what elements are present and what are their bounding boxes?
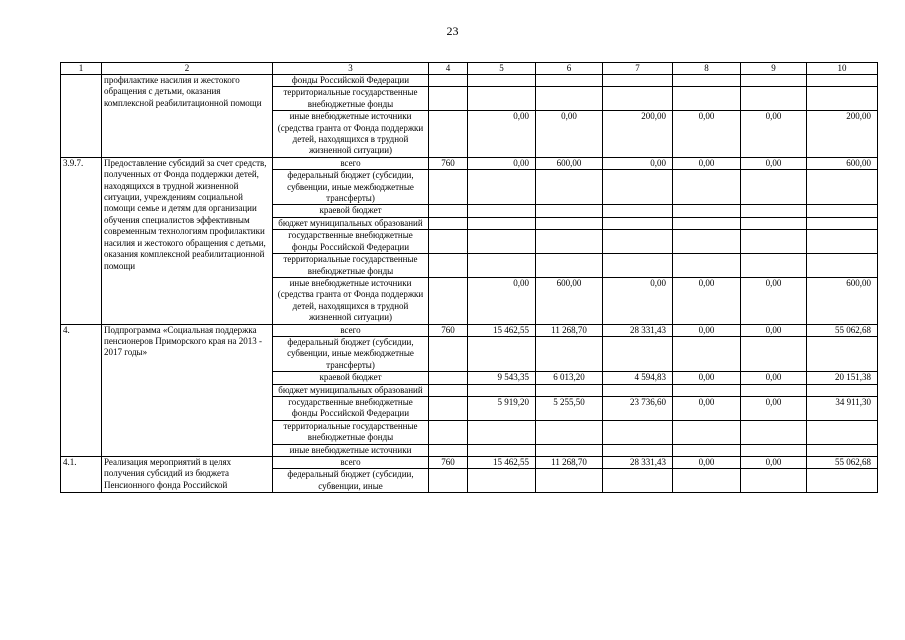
amount-cell: 55 062,68 — [807, 457, 878, 469]
header-cell: 10 — [807, 63, 878, 75]
activity-name-cell: Подпрограмма «Социальная поддержка пенсионеров Приморского края на 2013 - 2017 годы» — [102, 324, 273, 456]
amount-cell — [468, 87, 536, 111]
amount-cell — [807, 230, 878, 254]
amount-cell: 0,00 — [741, 324, 807, 336]
amount-cell: 0,00 — [673, 324, 741, 336]
budget-code-cell — [429, 384, 468, 396]
amount-cell: 9 543,35 — [468, 372, 536, 384]
amount-cell — [603, 87, 673, 111]
amount-cell — [673, 420, 741, 444]
amount-cell: 0,00 — [673, 372, 741, 384]
amount-cell — [603, 469, 673, 493]
amount-cell — [468, 469, 536, 493]
budget-code-cell — [429, 254, 468, 278]
amount-cell — [468, 336, 536, 371]
amount-cell: 28 331,43 — [603, 324, 673, 336]
amount-cell: 23 736,60 — [603, 396, 673, 420]
amount-cell: 15 462,55 — [468, 324, 536, 336]
amount-cell — [468, 384, 536, 396]
amount-cell — [673, 469, 741, 493]
amount-cell: 0,00 — [741, 396, 807, 420]
amount-cell: 0,00 — [741, 157, 807, 169]
header-cell: 2 — [102, 63, 273, 75]
table-row — [61, 457, 878, 469]
amount-cell — [741, 205, 807, 217]
budget-code-cell — [429, 75, 468, 87]
amount-cell — [603, 420, 673, 444]
amount-cell: 0,00 — [536, 111, 603, 158]
amount-cell — [603, 170, 673, 205]
amount-cell — [673, 384, 741, 396]
funding-source-cell: территориальные государственные внебюджетные фонды — [273, 254, 429, 278]
amount-cell — [536, 205, 603, 217]
funding-source-cell: федеральный бюджет (субсидии, субвенции, иные — [273, 469, 429, 493]
amount-cell — [673, 205, 741, 217]
funding-source-cell: территориальные государственные внебюджетные фонды — [273, 420, 429, 444]
amount-cell: 200,00 — [603, 111, 673, 158]
amount-cell — [673, 87, 741, 111]
amount-cell: 0,00 — [741, 111, 807, 158]
amount-cell — [807, 87, 878, 111]
amount-cell — [807, 444, 878, 456]
amount-cell — [603, 384, 673, 396]
amount-cell — [603, 217, 673, 229]
amount-cell — [603, 230, 673, 254]
header-cell: 8 — [673, 63, 741, 75]
amount-cell — [536, 254, 603, 278]
amount-cell — [673, 444, 741, 456]
amount-cell — [807, 254, 878, 278]
header-row — [61, 63, 878, 75]
funding-source-cell: территориальные государственные внебюджетные фонды — [273, 87, 429, 111]
amount-cell: 0,00 — [673, 457, 741, 469]
amount-cell: 34 911,30 — [807, 396, 878, 420]
funding-source-cell: государственные внебюджетные фонды Российской Федерации — [273, 396, 429, 420]
amount-cell — [603, 336, 673, 371]
budget-code-cell: 760 — [429, 324, 468, 336]
page-number: 23 — [446, 24, 459, 38]
amount-cell — [536, 87, 603, 111]
amount-cell: 6 013,20 — [536, 372, 603, 384]
amount-cell — [536, 469, 603, 493]
amount-cell: 600,00 — [807, 157, 878, 169]
header-cell: 5 — [468, 63, 536, 75]
amount-cell — [603, 205, 673, 217]
amount-cell — [468, 170, 536, 205]
amount-cell — [807, 205, 878, 217]
budget-code-cell — [429, 230, 468, 254]
amount-cell — [468, 217, 536, 229]
amount-cell — [536, 420, 603, 444]
amount-cell — [536, 336, 603, 371]
budget-code-cell — [429, 444, 468, 456]
amount-cell — [741, 420, 807, 444]
header-cell: 9 — [741, 63, 807, 75]
amount-cell: 11 268,70 — [536, 457, 603, 469]
amount-cell: 28 331,43 — [603, 457, 673, 469]
amount-cell: 0,00 — [468, 157, 536, 169]
funding-source-cell: федеральный бюджет (субсидии, субвенции, иные межбюджетные трансферты) — [273, 336, 429, 371]
amount-cell — [807, 420, 878, 444]
row-number-cell: 3.9.7. — [61, 157, 102, 324]
amount-cell — [741, 444, 807, 456]
amount-cell: 0,00 — [603, 277, 673, 324]
amount-cell — [603, 444, 673, 456]
header-cell: 7 — [603, 63, 673, 75]
amount-cell — [741, 75, 807, 87]
amount-cell: 0,00 — [741, 277, 807, 324]
funding-source-cell: всего — [273, 157, 429, 169]
amount-cell: 200,00 — [807, 111, 878, 158]
amount-cell — [673, 170, 741, 205]
amount-cell — [807, 170, 878, 205]
amount-cell — [603, 75, 673, 87]
budget-code-cell — [429, 336, 468, 371]
amount-cell — [536, 384, 603, 396]
funding-source-cell: всего — [273, 457, 429, 469]
amount-cell — [807, 217, 878, 229]
funding-source-cell: федеральный бюджет (субсидии, субвенции, иные межбюджетные трансферты) — [273, 170, 429, 205]
amount-cell — [741, 170, 807, 205]
amount-cell: 5 255,50 — [536, 396, 603, 420]
budget-table — [60, 62, 878, 493]
amount-cell — [673, 217, 741, 229]
budget-code-cell — [429, 87, 468, 111]
amount-cell — [807, 384, 878, 396]
funding-source-cell: иные внебюджетные источники — [273, 444, 429, 456]
amount-cell: 0,00 — [741, 457, 807, 469]
funding-source-cell: фонды Российской Федерации — [273, 75, 429, 87]
funding-source-cell: бюджет муниципальных образований — [273, 217, 429, 229]
amount-cell — [741, 469, 807, 493]
budget-code-cell — [429, 111, 468, 158]
budget-code-cell — [429, 277, 468, 324]
budget-code-cell — [429, 396, 468, 420]
amount-cell — [807, 336, 878, 371]
header-cell: 4 — [429, 63, 468, 75]
table-row — [61, 75, 878, 87]
amount-cell: 0,00 — [741, 372, 807, 384]
amount-cell — [807, 75, 878, 87]
funding-source-cell: бюджет муниципальных образований — [273, 384, 429, 396]
amount-cell — [673, 336, 741, 371]
funding-source-cell: иные внебюджетные источники (средства гранта от Фонда поддержки детей, находящихся в трудной жизненной ситуации) — [273, 277, 429, 324]
amount-cell — [536, 217, 603, 229]
funding-source-cell: краевой бюджет — [273, 372, 429, 384]
amount-cell — [741, 230, 807, 254]
budget-code-cell — [429, 420, 468, 444]
amount-cell — [468, 444, 536, 456]
amount-cell — [468, 230, 536, 254]
amount-cell — [741, 384, 807, 396]
budget-code-cell: 760 — [429, 457, 468, 469]
amount-cell: 15 462,55 — [468, 457, 536, 469]
amount-cell: 600,00 — [536, 277, 603, 324]
budget-code-cell — [429, 469, 468, 493]
row-number-cell — [61, 75, 102, 158]
row-number-cell: 4.1. — [61, 457, 102, 493]
activity-name-cell: Предоставление субсидий за счет средств, полученных от Фонда поддержки детей, находящихся в трудной жизненной ситуации, учреждениям социальной помощи семье и детям для организации обучения специалистов эффективным современным технологиям профилактики насилия и жестокого обращения с детьми, оказания комплексной реабилитационной помощи — [102, 157, 273, 324]
amount-cell — [741, 336, 807, 371]
header-cell: 6 — [536, 63, 603, 75]
amount-cell — [673, 254, 741, 278]
amount-cell: 0,00 — [673, 396, 741, 420]
amount-cell — [468, 254, 536, 278]
amount-cell — [741, 87, 807, 111]
amount-cell: 0,00 — [673, 277, 741, 324]
amount-cell: 0,00 — [603, 157, 673, 169]
amount-cell: 600,00 — [807, 277, 878, 324]
amount-cell: 600,00 — [536, 157, 603, 169]
table-body — [61, 63, 878, 493]
amount-cell: 5 919,20 — [468, 396, 536, 420]
budget-code-cell — [429, 217, 468, 229]
table-row — [61, 324, 878, 336]
amount-cell — [536, 75, 603, 87]
amount-cell — [673, 75, 741, 87]
amount-cell — [673, 230, 741, 254]
activity-name-cell: Реализация мероприятий в целях получения субсидий из бюджета Пенсионного фонда Российской — [102, 457, 273, 493]
amount-cell: 0,00 — [468, 277, 536, 324]
header-cell: 3 — [273, 63, 429, 75]
amount-cell — [468, 420, 536, 444]
funding-source-cell: всего — [273, 324, 429, 336]
row-number-cell: 4. — [61, 324, 102, 456]
header-cell: 1 — [61, 63, 102, 75]
amount-cell: 20 151,38 — [807, 372, 878, 384]
activity-name-cell: профилактике насилия и жестокого обращения с детьми, оказания комплексной реабилитационной помощи — [102, 75, 273, 158]
amount-cell: 0,00 — [673, 111, 741, 158]
amount-cell — [807, 469, 878, 493]
budget-code-cell — [429, 205, 468, 217]
funding-source-cell: иные внебюджетные источники (средства гранта от Фонда поддержки детей, находящихся в трудной жизненной ситуации) — [273, 111, 429, 158]
amount-cell: 0,00 — [673, 157, 741, 169]
amount-cell — [468, 75, 536, 87]
amount-cell — [741, 217, 807, 229]
funding-source-cell: краевой бюджет — [273, 205, 429, 217]
table-row — [61, 157, 878, 169]
amount-cell: 11 268,70 — [536, 324, 603, 336]
amount-cell — [468, 205, 536, 217]
amount-cell: 4 594,83 — [603, 372, 673, 384]
amount-cell — [536, 444, 603, 456]
amount-cell — [536, 230, 603, 254]
amount-cell: 55 062,68 — [807, 324, 878, 336]
amount-cell — [603, 254, 673, 278]
budget-code-cell — [429, 372, 468, 384]
amount-cell — [536, 170, 603, 205]
amount-cell — [741, 254, 807, 278]
budget-code-cell: 760 — [429, 157, 468, 169]
funding-source-cell: государственные внебюджетные фонды Российской Федерации — [273, 230, 429, 254]
amount-cell: 0,00 — [468, 111, 536, 158]
budget-code-cell — [429, 170, 468, 205]
